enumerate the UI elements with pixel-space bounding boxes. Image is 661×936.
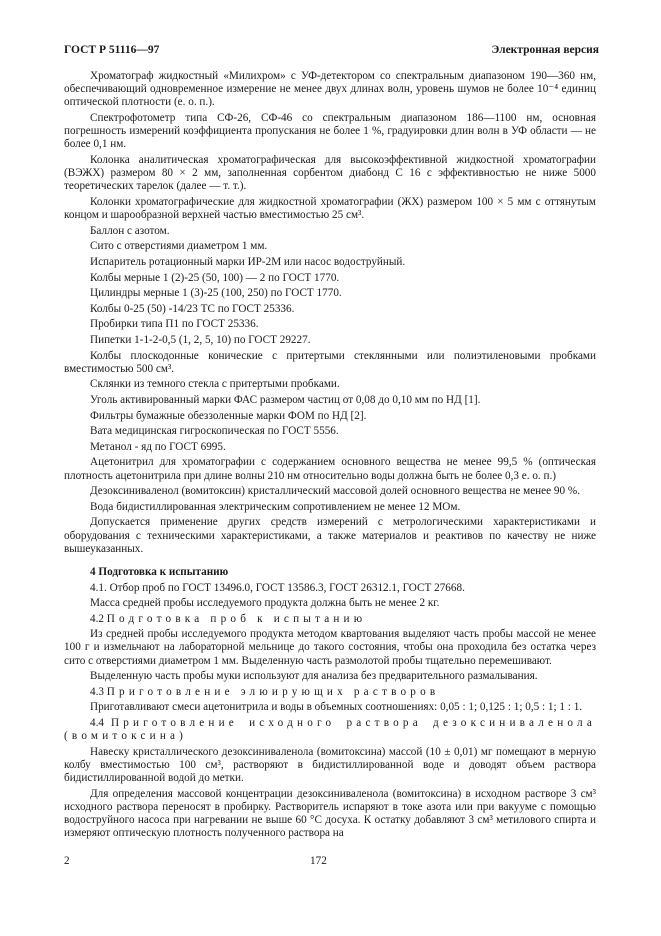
edition-label: Электронная версия <box>491 44 599 56</box>
subsection-title: Подготовка проб к испытанию <box>106 612 367 625</box>
subsection-title: Приготовление исходного раствора дезоксиниваленола (вомитоксина) <box>64 717 597 743</box>
subsection-number: 4.4 <box>90 717 104 730</box>
paragraph: Для определения массовой концентрации дезоксиниваленола (вомитоксина) в исходном растворе 3 см³ исходного раствора переносят в пробирку. Растворитель испаряют в токе азота или при вакууме с помощью водоструйного насоса при нагревании не выше 60 °С досуха. К остатку добавляют 3 см³ метилового спирта и измеряют оптическую плотность полученного раствора на <box>64 787 596 840</box>
paragraph: Фильтры бумажные обеззоленные марки ФОМ по НД [2]. <box>90 409 367 422</box>
paragraph: Метанол - яд по ГОСТ 6995. <box>90 440 226 453</box>
paragraph: Приготавливают смеси ацетонитрила и воды в объемных соотношениях: 0,05 : 1; 0,125 : 1; 0,5 : 1; 1 : 1. <box>90 701 583 714</box>
footer-page-number: 2 <box>64 855 70 867</box>
paragraph: 4.1. Отбор проб по ГОСТ 13496.0, ГОСТ 13586.3, ГОСТ 26312.1, ГОСТ 27668. <box>90 581 465 594</box>
subsection-heading <box>64 686 596 699</box>
paragraph: Цилиндры мерные 1 (3)-25 (100, 250) по ГОСТ 1770. <box>90 287 342 300</box>
subsection-heading <box>64 613 596 626</box>
paragraph: Навеску кристаллического дезоксиниваленола (вомитоксина) массой (10 ± 0,01) мг помещают в мерную колбу вместимостью 100 см³, растворяют в бидистиллированной воде и доводят объем раствора бидистиллированной водой до метки. <box>64 745 596 785</box>
paragraph: Хроматограф жидкостный «Милихром» с УФ-детектором со спектральным диапазоном 190—360 нм, обеспечивающий одновременное измерение не менее двух длинах волн, уровень шумов не более 10⁻⁴ единиц оптической плотности (е. о. п.). <box>64 70 596 109</box>
paragraph: Пробирки типа П1 по ГОСТ 25336. <box>90 318 259 331</box>
paragraph: Из средней пробы исследуемого продукта методом квартования выделяют часть пробы массой не менее 100 г и измельчают на лабораторной мельнице до такого состояния, чтобы она проходила без остатка через сито с отверстиями диаметром 1 мм. Выделенную часть размолотой пробы тщательно перемешивают. <box>64 628 596 667</box>
subsection-heading <box>64 717 596 743</box>
paragraph: Колбы плоскодонные конические с притертыми стеклянными или полиэтиленовыми пробками вместимостью 500 см³. <box>64 349 596 375</box>
paragraph: Колонки хроматографические для жидкостной хроматографии (ЖХ) размером 100 × 5 мм с оттянутым концом и шарообразной верхней частью вместимостью 25 см³. <box>64 196 596 222</box>
paragraph: Масса средней пробы исследуемого продукта должна быть не менее 2 кг. <box>90 597 440 610</box>
paragraph: Спектрофотометр типа СФ-26, СФ-46 со спектральным диапазоном 186—1100 нм, основная погрешность измерений коэффициента пропускания не более 1 %, градуировки длин волн в УФ области — не более 0,1 нм. <box>64 112 596 151</box>
document-code: ГОСТ Р 51116—97 <box>64 44 160 56</box>
footer-document-page: 172 <box>310 855 327 867</box>
paragraph: Испаритель ротационный марки ИР-2М или насос водоструйный. <box>90 255 406 268</box>
subsection-number: 4.3 <box>90 685 104 698</box>
paragraph: Допускается применение других средств измерений с метрологическими характеристиками и оборудования с техническими характеристиками, а также материалов и реактивов по качеству не ниже вышеуказанных. <box>64 516 596 555</box>
paragraph: Дезоксиниваленол (вомитоксин) кристаллический массовой долей основного вещества не менее 90 %. <box>90 485 580 498</box>
paragraph: Сито с отверстиями диаметром 1 мм. <box>90 240 268 253</box>
paragraph: Ацетонитрил для хроматографии с содержанием основного вещества не менее 99,5 % (оптическая плотность ацетонитрила при длине волны 210 нм относительно воды должна быть не более 0,3 е. о. п.) <box>64 456 596 482</box>
subsection-number: 4.2 <box>90 612 104 625</box>
subsection-title: Приготовление элюирующих растворов <box>106 685 440 698</box>
paragraph: Колонка аналитическая хроматографическая для высокоэффективной жидкостной хроматографии (ВЭЖХ) размером 80 × 2 мм, заполненная сорбентом диабонд С 16 с эффективностью не ниже 5000 теоретических тарелок (далее — т. т.). <box>64 154 596 193</box>
paragraph: Колбы мерные 1 (2)-25 (50, 100) — 2 по ГОСТ 1770. <box>90 271 340 284</box>
paragraph: Пипетки 1-1-2-0,5 (1, 2, 5, 10) по ГОСТ 29227. <box>90 333 311 346</box>
paragraph: Колбы 0-25 (50) -14/23 ТС по ГОСТ 25336. <box>90 302 295 315</box>
paragraph: Вода бидистиллированная электрическим сопротивлением не менее 12 МОм. <box>90 500 461 513</box>
paragraph: Уголь активированный марки ФАС размером частиц от 0,08 до 0,10 мм по НД [1]. <box>90 393 481 406</box>
paragraph: Склянки из темного стекла с притертыми пробками. <box>90 378 340 391</box>
page-body <box>64 70 596 843</box>
paragraph: Выделенную часть пробы муки используют для анализа без предварительного размалывания. <box>90 670 538 683</box>
paragraph: Вата медицинская гигроскопическая по ГОСТ 5556. <box>90 425 339 438</box>
paragraph: Баллон с азотом. <box>90 224 170 237</box>
section-heading: 4 Подготовка к испытанию <box>90 565 229 578</box>
